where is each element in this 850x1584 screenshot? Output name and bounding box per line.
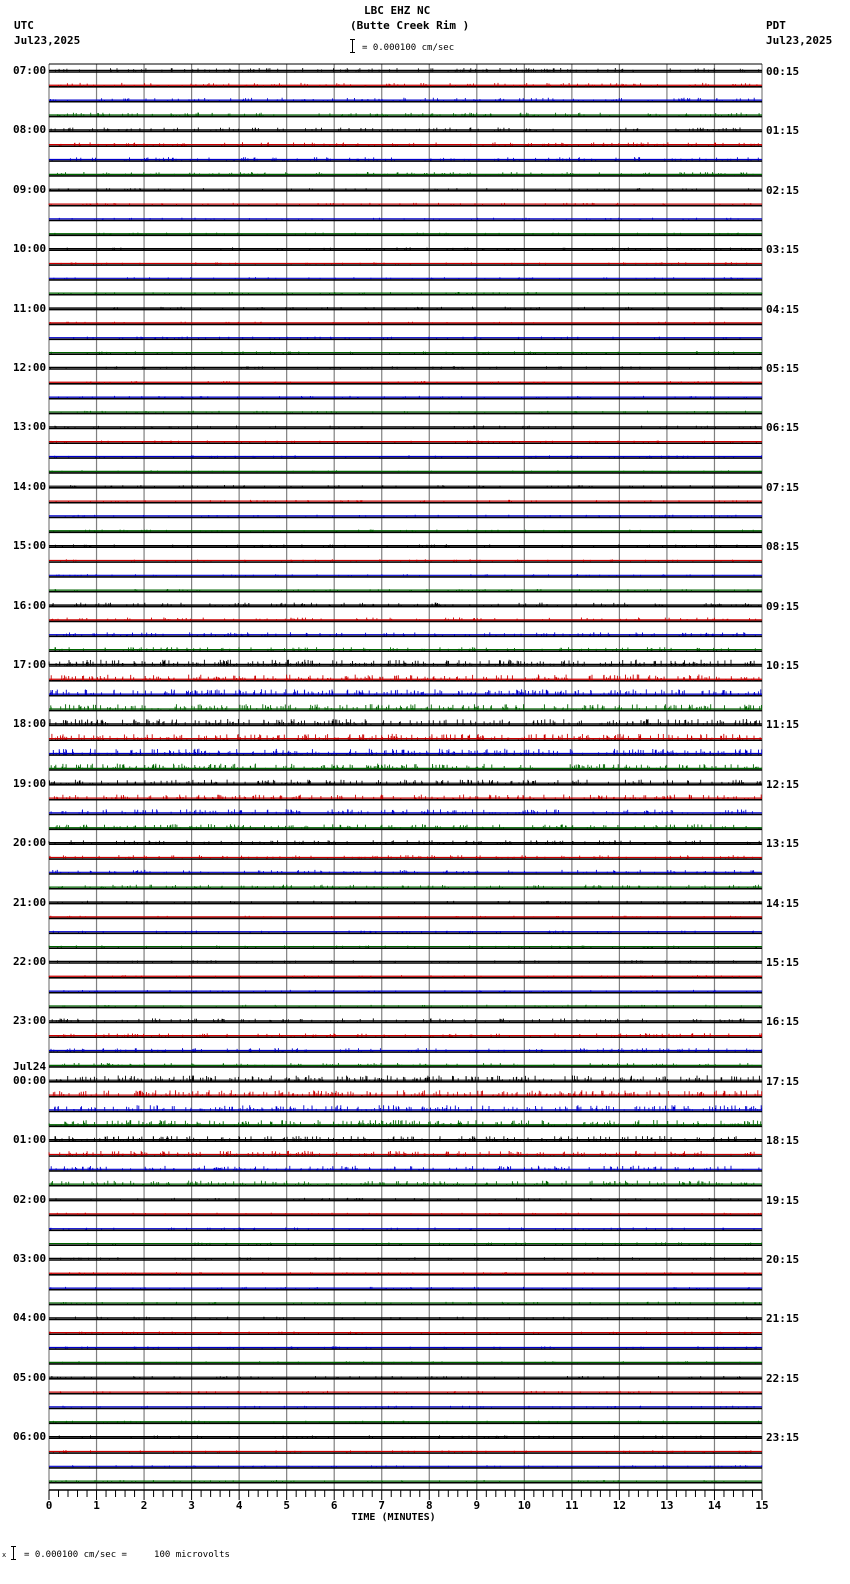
utc-hour-label: 17:00	[13, 658, 47, 671]
pdt-hour-label: 12:15	[766, 777, 800, 791]
utc-hour-label: 23:00	[13, 1014, 47, 1028]
x-tick-label: 7	[378, 1499, 386, 1512]
station-title: LBC EHZ NC	[364, 4, 431, 17]
x-axis-label: TIME (MINUTES)	[351, 1512, 436, 1523]
pdt-hour-label: 22:15	[766, 1371, 800, 1385]
station-location: (Butte Creek Rim )	[350, 19, 470, 32]
utc-hour-label: 20:00	[13, 836, 47, 850]
pdt-hour-label: 15:15	[766, 956, 800, 969]
pdt-hour-label: 00:15	[766, 65, 800, 78]
pdt-label: PDT	[766, 19, 786, 32]
x-tick-label: 13	[660, 1499, 674, 1512]
utc-hour-label: 07:00	[13, 64, 47, 77]
utc-hour-label: 03:00	[13, 1252, 47, 1265]
x-tick-label: 0	[45, 1499, 53, 1512]
utc-hour-label: 19:00	[13, 776, 47, 790]
x-tick-label: 9	[473, 1499, 481, 1512]
footer-scale-prefix: x	[2, 1551, 7, 1559]
scale-text: = 0.000100 cm/sec	[362, 43, 455, 53]
utc-hour-label: 13:00	[13, 420, 47, 434]
pdt-hour-label: 03:15	[766, 243, 800, 257]
utc-hour-label: 21:00	[13, 895, 47, 909]
pdt-hour-label: 05:15	[766, 362, 800, 375]
pdt-hour-label: 17:15	[766, 1074, 800, 1088]
utc-hour-label: 02:00	[13, 1192, 47, 1206]
x-tick-label: 15	[755, 1499, 769, 1512]
pdt-hour-label: 06:15	[766, 421, 800, 435]
date-change-label: Jul24	[13, 1059, 47, 1073]
utc-hour-label: 22:00	[13, 955, 47, 968]
utc-hour-label: 10:00	[13, 242, 47, 256]
footer-scale-text: = 0.000100 cm/sec = 100 microvolts	[24, 1550, 230, 1560]
utc-hour-label: 08:00	[13, 123, 47, 137]
pdt-hour-label: 02:15	[766, 183, 800, 197]
utc-hour-label: 09:00	[13, 182, 47, 196]
x-tick-label: 10	[517, 1499, 531, 1512]
utc-hour-label: 05:00	[13, 1370, 47, 1384]
x-tick-label: 4	[235, 1499, 243, 1512]
x-tick-label: 3	[188, 1499, 195, 1512]
utc-hour-label: 04:00	[13, 1311, 47, 1325]
pdt-hour-label: 13:15	[766, 837, 800, 851]
pdt-date: Jul23,2025	[766, 34, 833, 47]
pdt-hour-label: 21:15	[766, 1312, 800, 1326]
pdt-hour-label: 19:15	[766, 1193, 800, 1207]
utc-date: Jul23,2025	[14, 34, 81, 47]
footer-scale-bar-icon	[11, 1545, 16, 1559]
pdt-hour-label: 14:15	[766, 896, 800, 910]
pdt-hour-label: 18:15	[766, 1134, 800, 1148]
utc-hour-label: 16:00	[13, 598, 47, 612]
pdt-hour-label: 20:15	[766, 1253, 800, 1266]
utc-hour-label: 01:00	[13, 1133, 47, 1147]
utc-hour-label: 11:00	[13, 301, 47, 315]
pdt-hour-label: 08:15	[766, 540, 800, 554]
pdt-hour-label: 04:15	[766, 302, 800, 316]
utc-hour-label: 06:00	[13, 1430, 47, 1444]
x-tick-label: 11	[565, 1499, 579, 1512]
pdt-hour-label: 01:15	[766, 124, 800, 138]
pdt-hour-label: 16:15	[766, 1015, 800, 1029]
x-tick-label: 5	[283, 1499, 290, 1512]
pdt-hour-label: 10:15	[766, 659, 800, 672]
x-tick-label: 14	[707, 1499, 722, 1512]
utc-hour-label: 14:00	[13, 479, 47, 493]
utc-hour-label: 00:00	[13, 1073, 47, 1087]
x-tick-label: 1	[93, 1499, 100, 1512]
utc-hour-label: 18:00	[13, 717, 47, 731]
utc-label: UTC	[14, 19, 34, 32]
pdt-hour-label: 07:15	[766, 480, 800, 494]
pdt-hour-label: 11:15	[766, 718, 800, 732]
pdt-hour-label: 23:15	[766, 1431, 800, 1445]
pdt-hour-label: 09:15	[766, 599, 800, 613]
x-tick-label: 8	[425, 1499, 433, 1512]
utc-hour-label: 12:00	[13, 361, 47, 374]
utc-hour-label: 15:00	[13, 539, 47, 553]
x-tick-label: 6	[330, 1499, 338, 1512]
x-tick-label: 12	[612, 1499, 627, 1512]
x-tick-label: 2	[140, 1499, 148, 1512]
